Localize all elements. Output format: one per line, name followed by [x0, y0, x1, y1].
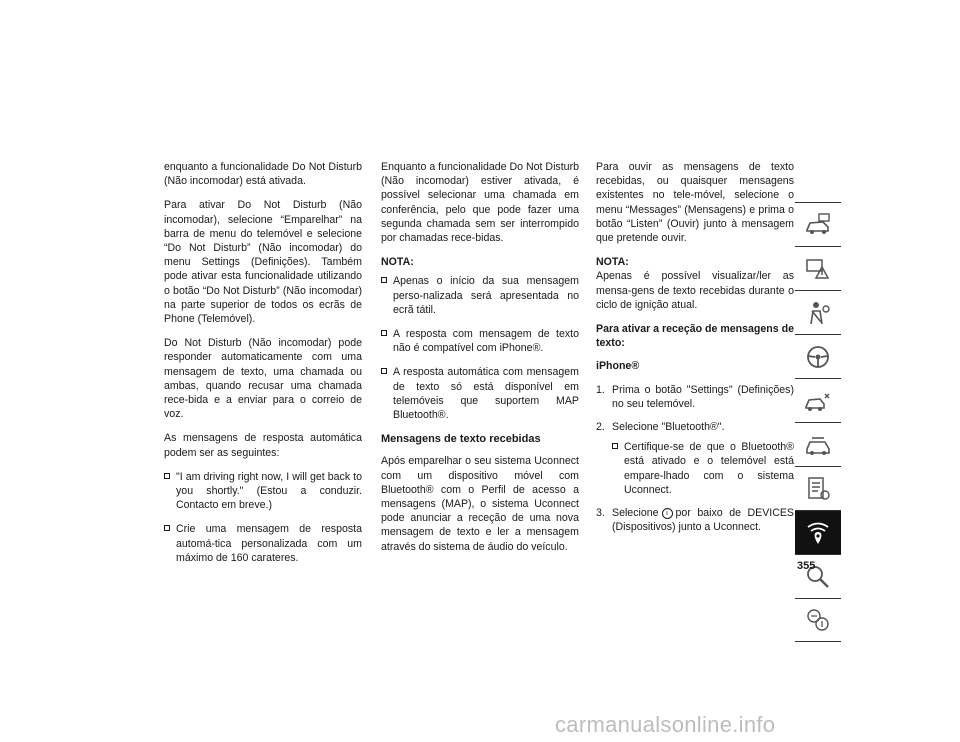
list-item	[596, 383, 794, 411]
step-text: Prima o botão "Settings" (Definições) no seu telemóvel.	[612, 383, 794, 410]
step-number: 2.	[596, 421, 605, 434]
chapter-tabs	[795, 202, 841, 642]
car-service-icon	[803, 430, 833, 460]
car-dashboard-icon	[803, 210, 833, 240]
step-text: Selecione "Bluetooth®".	[612, 421, 725, 434]
step-text: Selecione	[612, 507, 659, 520]
paragraph: Para ativar Do Not Disturb (Não incomodar), selecione “Emparelhar” na barra de menu do telemóvel e selecione “Do Not Disturb” (Não incomodar) do menu Settings (Definições). Também pode ativar esta funcionalidade utilizando o botão “Do Not Disturb” (Não incomodar) na parte superior de todos os ecrãs de Phone (Telemóvel).	[164, 199, 362, 326]
step-number: 1.	[596, 383, 605, 396]
bullet-item: Crie uma mensagem de resposta automá-tica personalizada com um máximo de 160 carateres.	[164, 522, 362, 565]
text-column-1	[164, 160, 362, 575]
tab-seatbelt-airbag[interactable]	[795, 290, 841, 334]
paragraph: As mensagens de resposta automática podem ser as seguintes:	[164, 432, 362, 459]
tab-car-crash[interactable]	[795, 378, 841, 422]
list-item	[596, 420, 794, 497]
section-heading: Mensagens de texto recebidas	[381, 433, 541, 446]
note-label: NOTA:	[596, 256, 629, 269]
language-index-icon	[803, 605, 833, 635]
tab-language-index[interactable]	[795, 598, 841, 642]
bullet-item: "I am driving right now, I will get back to you shortly." (Estou a conduzir. Contacto em breve.)	[164, 470, 362, 513]
bullet-item: A resposta com mensagem de texto não é compatível com iPhone®.	[381, 327, 579, 355]
page-number: 355	[797, 560, 816, 572]
bullet-item: A resposta automática com mensagem de texto só está disponível em telemóveis que suportem MAP Bluetooth®.	[381, 365, 579, 422]
bullet-item: Apenas o início da sua mensagem perso-nalizada será apresentada no ecrã tátil.	[381, 274, 579, 317]
checklist-icon	[803, 474, 833, 504]
paragraph: Após emparelhar o seu sistema Uconnect com um dispositivo móvel com Bluetooth® com o Perfil de acesso a mensagens (MAP), o sistema Uconnect pode anunciar a receção de uma nova mensagem de texto e ler a mensagem através do sistema de áudio do veículo.	[381, 455, 579, 553]
tab-multimedia-navigation[interactable]	[795, 510, 841, 554]
warning-message-icon	[803, 254, 833, 284]
tab-car-dashboard[interactable]	[795, 202, 841, 246]
list-item	[596, 506, 794, 534]
paragraph: Enquanto a funcionalidade Do Not Disturb (Não incomodar) estiver ativada, é possível selecionar uma chamada em conferência, pelo que pode fazer uma segunda chamada sem ser interrompido por chamadas rece-bidas.	[381, 161, 579, 245]
steps-list	[596, 383, 794, 535]
car-crash-icon	[803, 386, 833, 416]
device-label: iPhone®	[596, 360, 640, 373]
paragraph: Do Not Disturb (Não incomodar) pode responder automaticamente com uma mensagem de texto, uma chamada ou ambas, quando recusar uma chamada rece-bida e a enviar para o correio de voz.	[164, 337, 362, 421]
steering-wheel-icon	[803, 342, 833, 372]
bullet-item: Certifique-se de que o Bluetooth® está ativado e o telemóvel está empare-lhado com o sistema Uconnect.	[612, 440, 794, 497]
step-text: por baixo de DEVICES (Dispositivos) junto a Uconnect.	[612, 507, 794, 534]
tab-checklist[interactable]	[795, 466, 841, 510]
paragraph: enquanto a funcionalidade Do Not Disturb (Não incomodar) está ativada.	[164, 161, 362, 188]
tab-steering-wheel[interactable]	[795, 334, 841, 378]
note-text: Apenas é possível visualizar/ler as mensa-gens de texto recebidas durante o ciclo de ignição atual.	[596, 270, 794, 311]
multimedia-navigation-icon	[803, 518, 833, 548]
tab-car-service[interactable]	[795, 422, 841, 466]
tab-warning-message[interactable]	[795, 246, 841, 290]
subsection-label: Para ativar a receção de mensagens de texto:	[596, 323, 794, 350]
seatbelt-airbag-icon	[803, 298, 833, 328]
info-icon: i	[662, 508, 673, 519]
watermark: carmanualsonline.info	[555, 712, 776, 737]
paragraph: Para ouvir as mensagens de texto recebidas, ou quaisquer mensagens existentes no tele-móvel, selecione o menu “Messages” (Mensagens) e prima o botão “Listen” (Ouvir) junto à mensagem que pretende ouvir.	[596, 161, 794, 245]
text-column-3	[596, 160, 794, 543]
text-column-2	[381, 160, 579, 564]
step-number: 3.	[596, 507, 605, 520]
note-label: NOTA:	[381, 256, 414, 269]
